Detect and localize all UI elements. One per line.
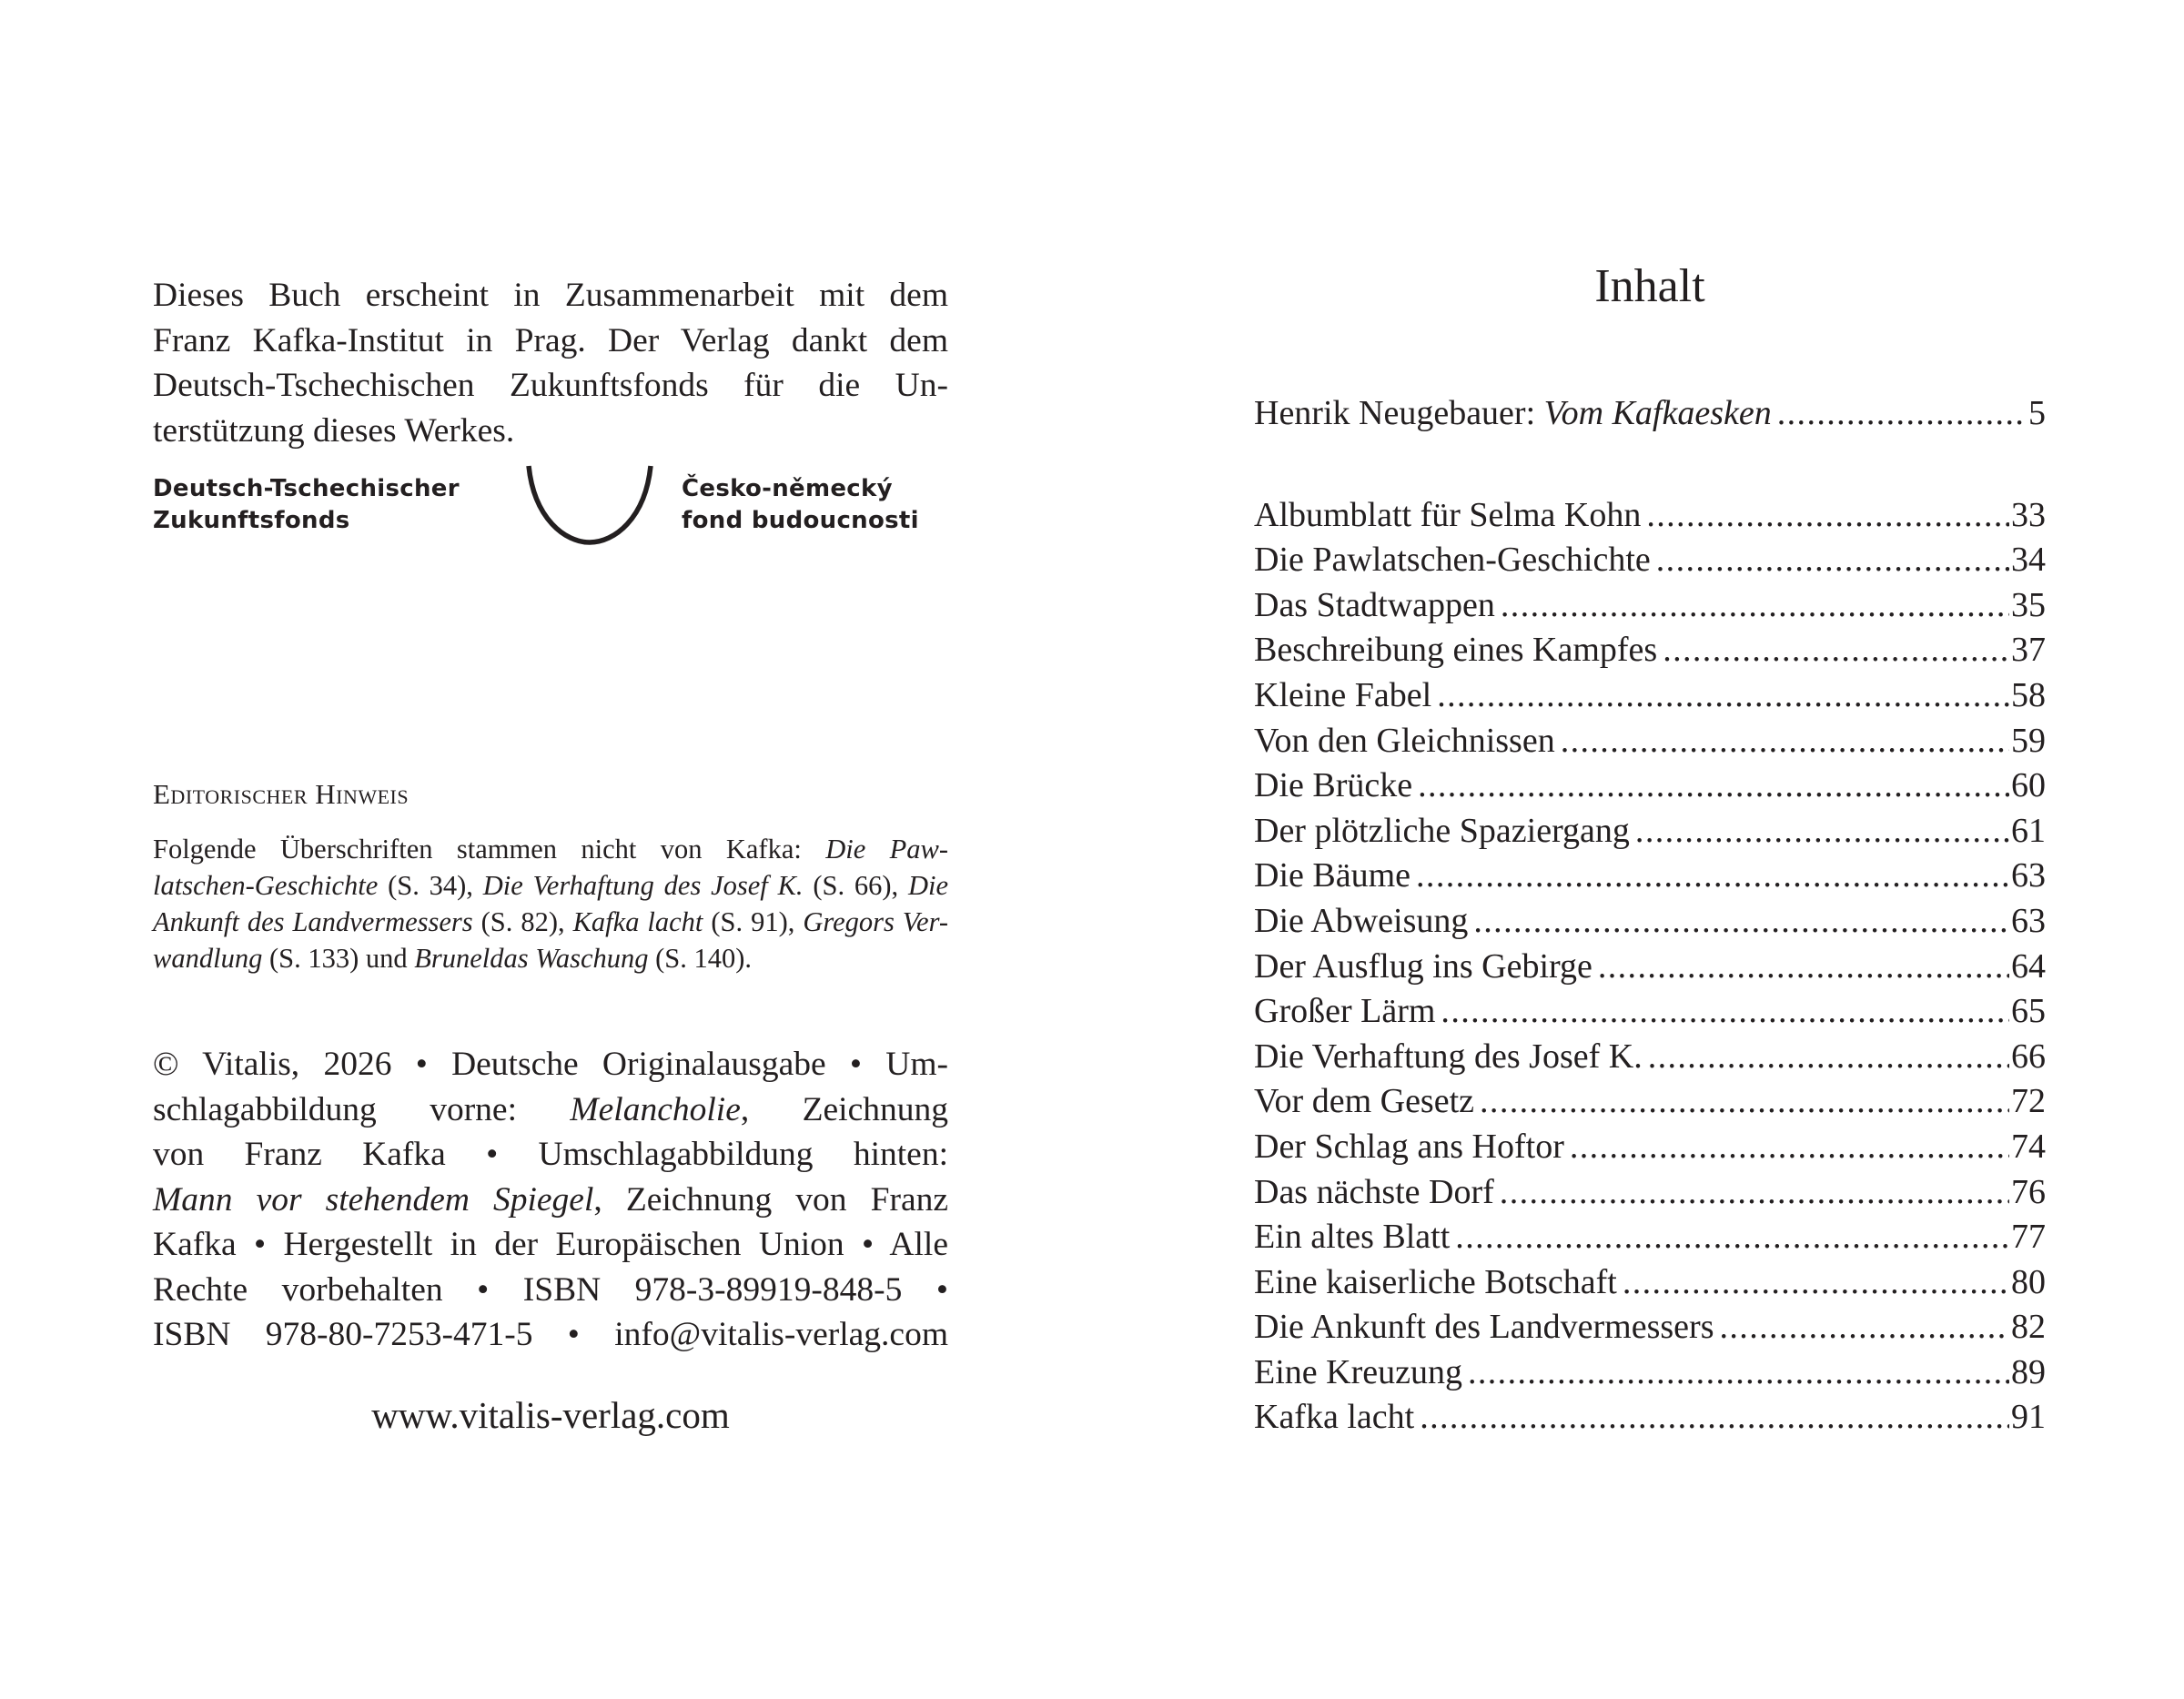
- imprint-text-run: von Franz Kafka • Umschlagabbildung hinten:: [153, 1136, 948, 1173]
- toc-entry-title: Eine kaiserliche Botschaft: [1254, 1262, 1617, 1301]
- imprint-italic-text: Melancholie: [570, 1090, 741, 1128]
- editorial-text-run: (S. 66),: [803, 870, 908, 901]
- editorial-italic-text: Kafka lacht: [572, 906, 703, 937]
- toc-entry-page: 35: [2011, 585, 2046, 624]
- acknowledgement-line: Deutsch-Tschechischen Zukunftsfonds für die Un-: [153, 367, 948, 404]
- left-page: [153, 273, 949, 1436]
- imprint-text-run: Kafka • Hergestellt in der Europäischen Union • Alle: [153, 1226, 948, 1263]
- toc-entry: [1254, 1350, 2046, 1396]
- acknowledgement-line: terstützung dieses Werkes.: [153, 411, 515, 450]
- toc-leader-dots: [1663, 628, 2009, 673]
- toc-entry-page: 34: [2011, 541, 2046, 580]
- imprint-italic-text: Mann vor stehendem Spiegel: [153, 1180, 594, 1219]
- editorial-italic-text: Bruneldas Waschung: [414, 943, 649, 974]
- toc-leader-dots: [1656, 538, 2009, 583]
- toc-entry-page: 82: [2011, 1308, 2046, 1347]
- toc-entry-title: Die Bäume: [1254, 856, 1411, 895]
- toc-entry-page: 61: [2011, 811, 2046, 850]
- toc-entry-page: 77: [2011, 1218, 2046, 1257]
- toc-leader-dots: [1480, 1079, 2009, 1125]
- imprint-text-run: ISBN 978-80-7253-471-5 • info@vitalis-verlag.com: [153, 1316, 948, 1353]
- toc-entry-title: Albumblatt für Selma Kohn: [1254, 495, 1642, 534]
- toc-leader-dots: [1570, 1125, 2009, 1170]
- toc-intro-entry: [1254, 391, 2046, 437]
- editorial-italic-text: Die Paw-: [825, 834, 948, 865]
- toc-entry-title: Von den Gleichnissen: [1254, 721, 1555, 760]
- toc-entry: [1254, 391, 2046, 437]
- toc-entry-title: Großer Lärm: [1254, 992, 1436, 1031]
- toc-entry-title: Das nächste Dorf: [1254, 1172, 1494, 1211]
- fund-name-czech: [682, 473, 919, 537]
- toc-entry-page: 72: [2011, 1082, 2046, 1121]
- editorial-italic-text: Die Verhaftung des Josef K.: [482, 870, 804, 901]
- editorial-italic-text: wandlung: [153, 943, 263, 974]
- acknowledgement-text: [153, 273, 948, 453]
- toc-entry-page: 65: [2011, 992, 2046, 1031]
- toc-entry: [1254, 1395, 2046, 1441]
- toc-leader-dots: [1418, 764, 2009, 809]
- toc-entry: [1254, 764, 2046, 809]
- toc-entry: [1254, 809, 2046, 855]
- imprint-line: [153, 1132, 948, 1178]
- toc-leader-dots: [1437, 673, 2009, 719]
- toc-entry-title: Die Verhaftung des Josef K.: [1254, 1037, 1643, 1076]
- toc-entry-page: 63: [2011, 901, 2046, 940]
- imprint-line: [153, 1312, 948, 1358]
- toc-entry: [1254, 989, 2046, 1035]
- toc-entry: [1254, 1170, 2046, 1216]
- toc-leader-dots: [1501, 583, 2009, 629]
- toc-entry: [1254, 1035, 2046, 1080]
- toc-leader-dots: [1468, 1350, 2009, 1396]
- toc-leader-dots: [1720, 1305, 2010, 1350]
- toc-entry-title: Beschreibung eines Kampfes: [1254, 631, 1658, 670]
- toc-entry: [1254, 493, 2046, 539]
- imprint-text-run: Rechte vorbehalten • ISBN 978-3-89919-848-5 •: [153, 1270, 948, 1309]
- editorial-line: [153, 867, 948, 904]
- acknowledgement-line: Franz Kafka-Institut in Prag. Der Verlag dankt dem: [153, 321, 948, 359]
- imprint-text-run: , Zeichnung von Franz: [593, 1180, 948, 1219]
- toc-entry-title: Vor dem Gesetz: [1254, 1082, 1475, 1121]
- editorial-line: [153, 904, 948, 940]
- toc-entry-page: 89: [2011, 1352, 2046, 1391]
- toc-leader-dots: [1777, 391, 2027, 437]
- toc-entry-title: [1254, 391, 1772, 437]
- toc-leader-dots: [1646, 493, 2009, 539]
- toc-list: [1254, 493, 2046, 1441]
- toc-title: Inhalt: [1594, 260, 1705, 312]
- editorial-heading: Editorischer Hinweis: [153, 778, 410, 810]
- toc-entry-page: 33: [2011, 495, 2046, 534]
- toc-entry-page: 5: [2028, 394, 2046, 432]
- imprint-line: [153, 1178, 948, 1223]
- toc-entry-title: Die Ankunft des Landvermessers: [1254, 1308, 1714, 1347]
- editorial-italic-text: Ankunft des Landvermessers: [153, 906, 473, 937]
- toc-leader-dots: [1623, 1260, 2009, 1306]
- acknowledgement-line: Dieses Buch erscheint in Zusammenarbeit mit dem: [153, 277, 948, 314]
- imprint-line: [153, 1222, 948, 1268]
- editorial-text-run: Folgende Überschriften stammen nicht von Kafka:: [153, 834, 826, 865]
- zukunftsfonds-logo: [153, 462, 948, 535]
- toc-entry-page: 91: [2011, 1398, 2046, 1437]
- fund-name-czech-line: fond budoucnosti: [682, 507, 919, 534]
- editorial-note: [153, 778, 948, 976]
- editorial-line: [153, 940, 948, 976]
- editorial-text: [153, 831, 948, 976]
- toc-entry-title: Kafka lacht: [1254, 1398, 1415, 1437]
- toc-entry-page: 74: [2011, 1127, 2046, 1166]
- toc-entry-title: Die Abweisung: [1254, 901, 1469, 940]
- toc-entry: [1254, 1079, 2046, 1125]
- toc-entry-title: Das Stadtwappen: [1254, 585, 1495, 624]
- toc-entry-page: 60: [2011, 766, 2046, 805]
- editorial-line: [153, 831, 948, 867]
- editorial-text-run: (S. 82),: [472, 906, 573, 937]
- toc-leader-dots: [1635, 809, 2009, 855]
- toc-entry-page: 80: [2011, 1262, 2046, 1301]
- toc-entry-title: Kleine Fabel: [1254, 675, 1432, 714]
- toc-entry-title: Ein altes Blatt: [1254, 1218, 1451, 1257]
- toc-entry-page: 37: [2011, 631, 2046, 670]
- toc-entry-work-title: Vom Kafkaesken: [1543, 394, 1772, 432]
- fund-name-german-line: Deutsch-Tschechischer: [153, 475, 460, 502]
- imprint-line: [153, 1268, 948, 1313]
- imprint-line: [153, 1042, 948, 1087]
- fund-name-czech-line: Česko-německý: [682, 475, 893, 502]
- editorial-text-run: (S. 91),: [703, 906, 804, 937]
- editorial-text-run: (S. 133) und: [262, 943, 415, 974]
- fund-name-german: [153, 473, 460, 537]
- editorial-italic-text: Die: [907, 870, 949, 901]
- toc-leader-dots: [1561, 719, 2009, 764]
- toc-entry: [1254, 1260, 2046, 1306]
- toc-leader-dots: [1441, 989, 2009, 1035]
- toc-entry-page: 63: [2011, 856, 2046, 895]
- toc-entry-title: Der Schlag ans Hoftor: [1254, 1127, 1564, 1166]
- toc-entry-title: Der plötzliche Spaziergang: [1254, 811, 1630, 850]
- toc-entry: [1254, 628, 2046, 673]
- toc-entry: [1254, 899, 2046, 945]
- toc-entry-page: 58: [2011, 675, 2046, 714]
- toc-entry-author: Henrik Neugebauer:: [1254, 394, 1544, 432]
- fund-logo-arc-icon: [521, 464, 658, 546]
- toc-entry: [1254, 1125, 2046, 1170]
- imprint-text-run: , Zeichnung: [740, 1090, 948, 1128]
- imprint-line: [153, 1087, 948, 1133]
- table-of-contents: [1254, 259, 2046, 1441]
- toc-entry-page: 66: [2011, 1037, 2046, 1076]
- toc-entry-page: 59: [2011, 721, 2046, 760]
- toc-leader-dots: [1598, 945, 2009, 990]
- editorial-text-run: (S. 140).: [648, 943, 753, 974]
- toc-entry: [1254, 583, 2046, 629]
- toc-entry-page: 76: [2011, 1172, 2046, 1211]
- editorial-italic-text: latschen-Geschichte: [153, 870, 379, 901]
- toc-entry: [1254, 1305, 2046, 1350]
- toc-entry: [1254, 719, 2046, 764]
- publisher-website: www.vitalis-verlag.com: [371, 1394, 730, 1436]
- toc-entry-title: Eine Kreuzung: [1254, 1352, 1462, 1391]
- imprint-text: [153, 1042, 948, 1358]
- toc-leader-dots: [1648, 1035, 2009, 1080]
- toc-leader-dots: [1416, 854, 2009, 899]
- imprint-text-run: © Vitalis, 2026 • Deutsche Originalausgabe • Um-: [153, 1046, 948, 1083]
- toc-entry-title: Die Brücke: [1254, 766, 1413, 805]
- toc-entry: [1254, 673, 2046, 719]
- toc-leader-dots: [1500, 1170, 2009, 1216]
- toc-entry-title: Der Ausflug ins Gebirge: [1254, 946, 1592, 986]
- toc-entry: [1254, 854, 2046, 899]
- toc-entry-page: 64: [2011, 946, 2046, 986]
- editorial-italic-text: Gregors Ver-: [803, 906, 949, 937]
- toc-entry-title: Die Pawlatschen-Geschichte: [1254, 541, 1651, 580]
- toc-leader-dots: [1420, 1395, 2009, 1441]
- fund-name-german-line: Zukunftsfonds: [153, 507, 350, 534]
- toc-leader-dots: [1455, 1215, 2009, 1260]
- imprint-text-run: schlagabbildung vorne:: [153, 1090, 571, 1128]
- editorial-text-run: (S. 34),: [378, 870, 483, 901]
- toc-entry: [1254, 1215, 2046, 1260]
- toc-entry: [1254, 538, 2046, 583]
- toc-leader-dots: [1473, 899, 2009, 945]
- toc-entry: [1254, 945, 2046, 990]
